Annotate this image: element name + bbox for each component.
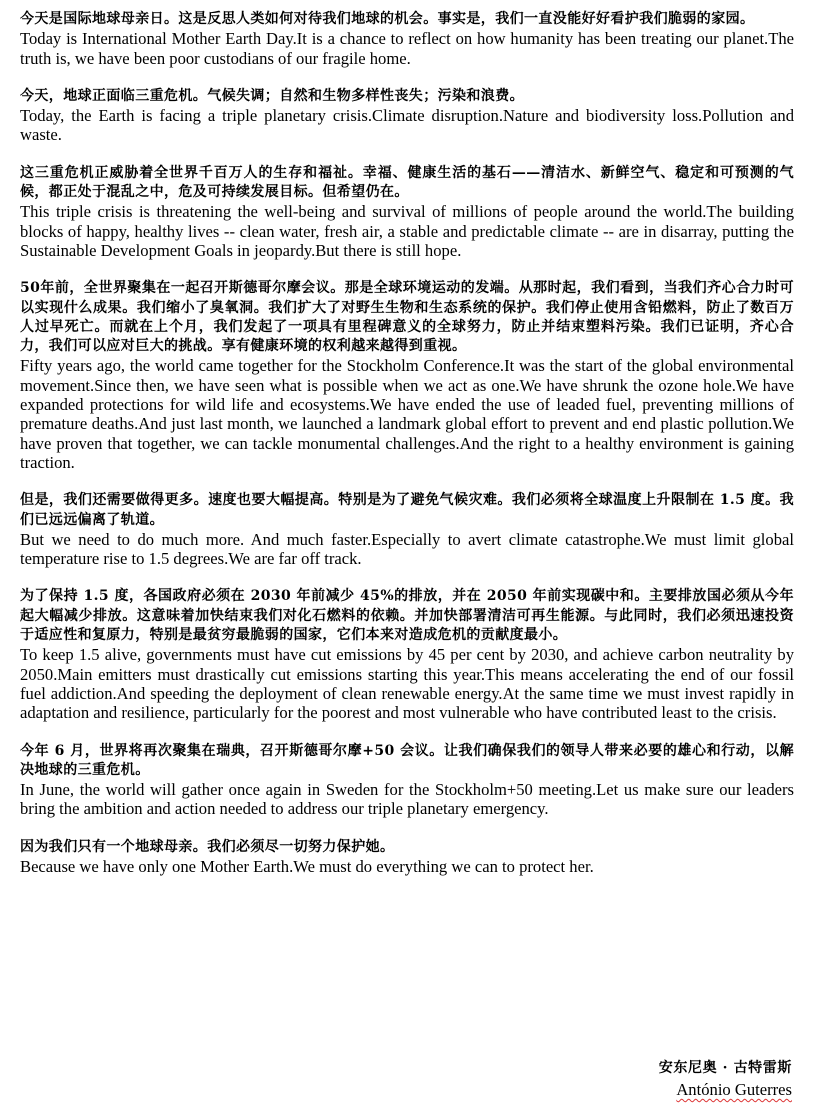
document-body [20, 10, 794, 895]
paragraph-english: Today, the Earth is facing a triple planetary crisis.Climate disruption.Nature and biodiversity loss.Pollution and waste. [20, 106, 794, 145]
paragraph-8 [20, 838, 794, 877]
paragraph-chinese: 今天是国际地球母亲日。这是反思人类如何对待我们地球的机会。事实是，我们一直没能好好看护我们脆弱的家园。 [20, 11, 755, 27]
paragraph-4 [20, 279, 794, 472]
paragraph-chinese: 因为我们只有一个地球母亲。我们必须尽一切努力保护她。 [20, 838, 395, 855]
signature-chinese: 安东尼奥 · 古特雷斯 [658, 1060, 792, 1076]
paragraph-english: But we need to do much more. And much faster.Especially to avert climate catastrophe.We must limit global temperature rise to 1.5 degrees.We are far off track. [20, 529, 794, 569]
signature-english: António Guterres [676, 1080, 792, 1099]
paragraph-3 [20, 164, 794, 260]
paragraph-chinese: 今天，地球正面临三重危机。气候失调；自然和生物多样性丧失；污染和浪费。 [20, 87, 524, 104]
paragraph-chinese: 50年前，全世界聚集在一起召开斯德哥尔摩会议。那是全球环境运动的发端。从那时起，我们看到，当我们齐心合力时可以实现什么成果。我们缩小了臭氧洞。我们扩大了对野生生物和生态系统的保护。我们停止使用含铅燃料，防止了数百万人过早死亡。而就在上个月，我们发起了一项具有里程碑意义的全球努力，防止并结束塑料污染。我们已证明，齐心合力，我们可以应对巨大的挑战。享有健康环境的权利越来越得到重视。 [20, 280, 794, 355]
paragraph-5 [20, 491, 794, 568]
paragraph-7 [20, 742, 794, 819]
paragraph-1 [20, 10, 794, 68]
paragraph-chinese: 这三重危机正威胁着全世界千百万人的生存和福祉。幸福、健康生活的基石——清洁水、新鲜空气、稳定和可预测的气候，都正处于混乱之中，危及可持续发展目标。但希望仍在。 [20, 164, 794, 201]
paragraph-2 [20, 87, 794, 145]
paragraph-chinese: 为了保持 1.5 度，各国政府必须在 2030 年前减少 45%的排放，并在 2050 年前实现碳中和。主要排放国必须从今年起大幅减少排放。这意味着加快结束我们对化石燃料的依赖。并加快部署清洁可再生能源。与此同时，我们必须迅速投资于适应性和复原力，特别是最贫穷最脆弱的国家，它们本来对造成危机的贡献度最小。 [20, 588, 794, 644]
paragraph-chinese: 但是，我们还需要做得更多。速度也要大幅提高。特别是为了避免气候灾难。我们必须将全球温度上升限制在 1.5 度。我们已远远偏离了轨道。 [20, 492, 794, 528]
paragraph-chinese: 今年 6 月，世界将再次聚集在瑞典，召开斯德哥尔摩+50 会议。让我们确保我们的领导人带来必要的雄心和行动，以解决地球的三重危机。 [20, 742, 794, 778]
paragraph-english: Because we have only one Mother Earth.We must do everything we can to protect her. [20, 856, 594, 876]
paragraph-english: To keep 1.5 alive, governments must have cut emissions by 45 per cent by 2030, and achieve carbon neutrality by 2050.Main emitters must drastically cut emissions starting this year.This means accelerating the end of our fossil fuel addiction.And speeding the deployment of clean renewable energy.At the same time we must invest rapidly in adaptation and resilience, particularly for the poorest and most vulnerable who have contributed least to the crisis. [20, 645, 794, 723]
paragraph-6 [20, 587, 794, 722]
paragraph-english: This triple crisis is threatening the well-being and survival of millions of people around the world.The building blocks of happy, healthy lives -- clean water, fresh air, a stable and predictable climate -- are in disarray, putting the Sustainable Development Goals in jeopardy.But there is still hope. [20, 202, 794, 260]
paragraph-english: In June, the world will gather once again in Sweden for the Stockholm+50 meeting.Let us make sure our leaders bring the ambition and action needed to address our triple planetary emergency. [20, 780, 794, 819]
paragraph-english: Today is International Mother Earth Day.It is a chance to reflect on how humanity has been treating our planet.The truth is, we have been poor custodians of our fragile home. [20, 29, 794, 68]
paragraph-english: Fifty years ago, the world came together for the Stockholm Conference.It was the start of the global environmental movement.Since then, we have seen what is possible when we act as one.We have shrunk the ozone hole.We have expanded protections for wild life and ecosystems.We have ended the use of leaded fuel, preventing millions of premature deaths.And just last month, we launched a landmark global effort to prevent and end plastic pollution.We have proven that together, we can tackle monumental challenges.And the right to a healthy environment is gaining traction. [20, 356, 794, 472]
